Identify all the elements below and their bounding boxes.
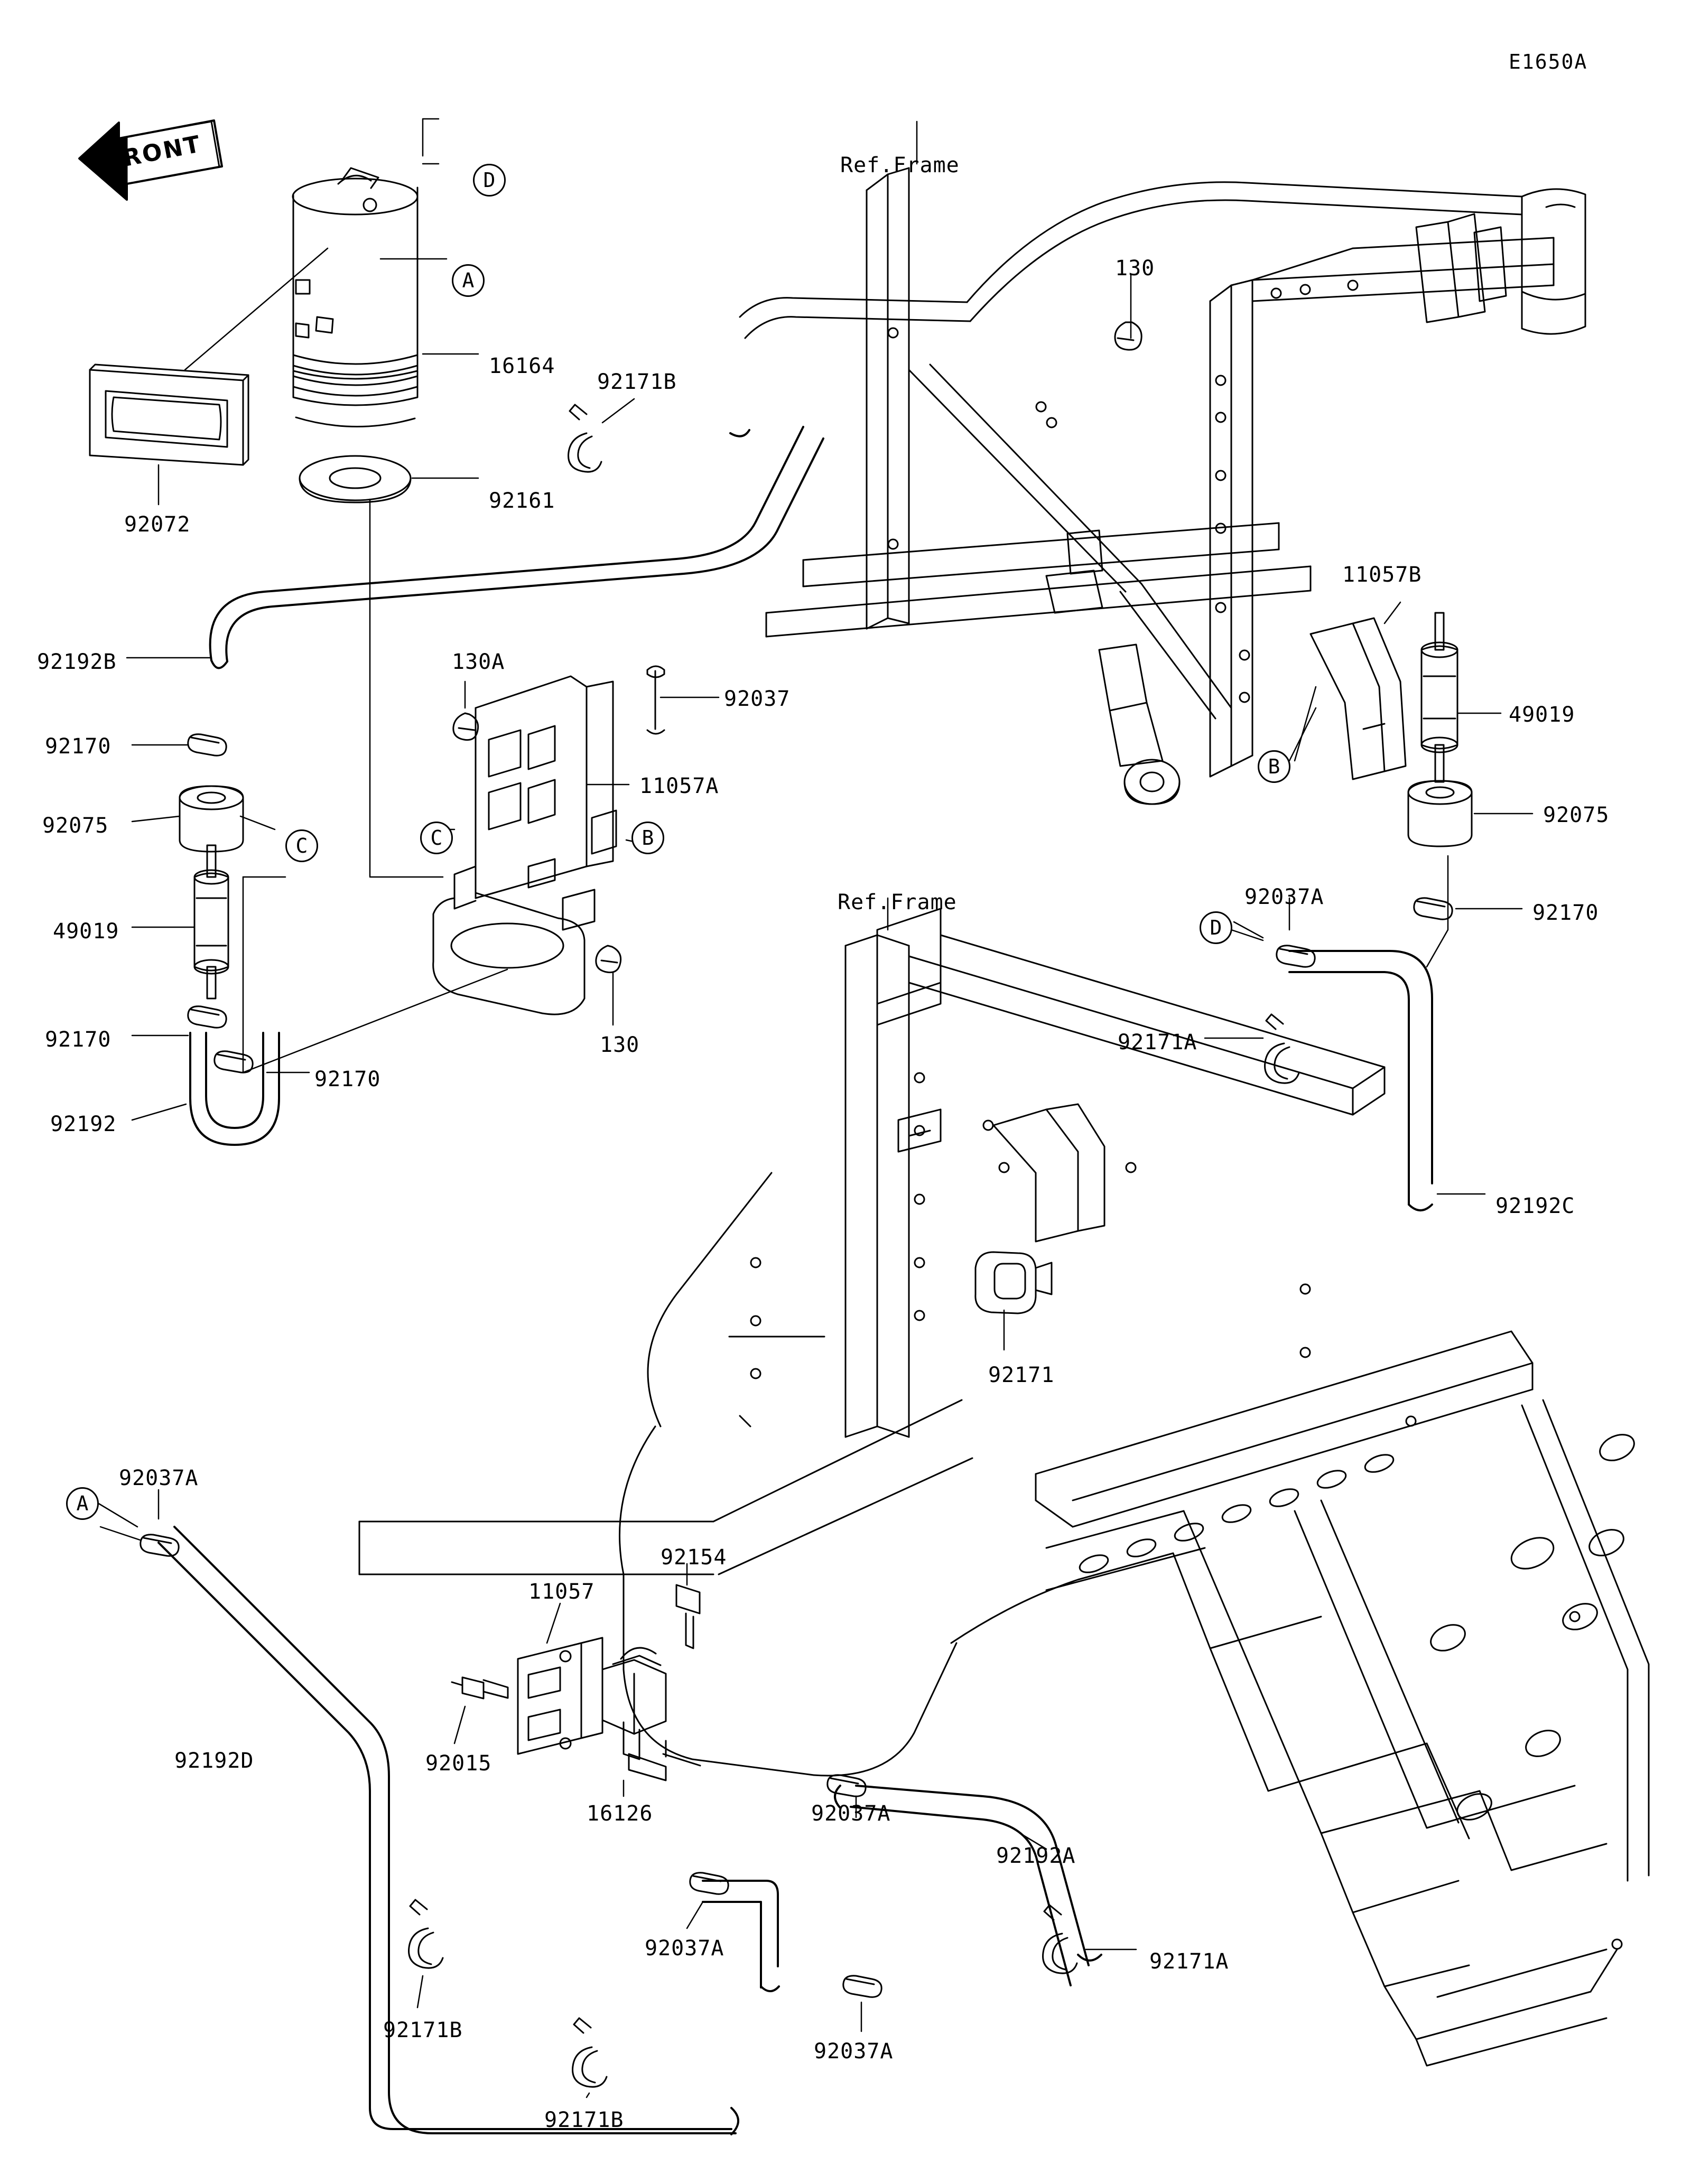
bracket-92072 — [90, 365, 248, 465]
clamp-92171b-bottom — [573, 2018, 607, 2087]
part-label-92037a-topleft: 92037A — [119, 1466, 199, 1490]
callout-b-mid: B — [631, 822, 664, 854]
part-label-92171a-mid: 92171A — [1118, 1030, 1197, 1054]
valve-16126 — [602, 1648, 700, 1780]
clamp-92171b-lower-left — [409, 1900, 443, 1968]
part-label-92171: 92171 — [988, 1363, 1055, 1387]
part-label-92170-a: 92170 — [45, 734, 112, 759]
hose-92192d — [159, 1527, 738, 2134]
part-label-49019-right: 49019 — [1509, 703, 1575, 727]
part-label-92161: 92161 — [489, 489, 555, 513]
fuel-filter-assembly-left — [180, 734, 279, 1145]
callout-d-right: D — [1200, 911, 1232, 944]
part-label-92037a-mid: 92037A — [811, 1802, 891, 1826]
clamp-92037a-bottom — [843, 1976, 881, 1997]
part-label-92037a-right: 92037A — [1244, 885, 1324, 909]
screw-92015 — [452, 1677, 508, 1698]
part-label-130-mid: 130 — [600, 1033, 640, 1057]
part-label-16126: 16126 — [587, 1802, 653, 1826]
part-label-92171b-lower: 92171B — [383, 2018, 463, 2042]
part-label-92192a: 92192A — [996, 1844, 1076, 1868]
part-label-92075-right: 92075 — [1543, 803, 1610, 827]
bolt-92154 — [676, 1585, 700, 1648]
ref-frame-lower-illustration — [359, 909, 1649, 2066]
part-label-92170-c: 92170 — [314, 1067, 381, 1091]
part-label-16164: 16164 — [489, 354, 555, 378]
callout-a-top: A — [452, 264, 485, 297]
part-label-92037a-bottom: 92037A — [814, 2039, 894, 2064]
part-label-92037a-lower: 92037A — [645, 1936, 724, 1961]
clamp-92171a-mid — [1265, 1014, 1299, 1083]
part-label-92192b: 92192B — [37, 650, 117, 674]
clamp-92037a-lower — [690, 1873, 728, 1894]
callout-d-top: D — [473, 164, 506, 197]
part-label-11057b: 11057B — [1342, 563, 1422, 587]
part-label-92171a-bottom: 92171A — [1149, 1949, 1229, 1974]
callout-a-bottom: A — [66, 1487, 99, 1520]
part-label-49019-left: 49019 — [53, 919, 119, 944]
hose-92192c — [1289, 951, 1432, 1210]
part-label-92192c: 92192C — [1495, 1194, 1575, 1218]
clamp-92171b-top — [569, 405, 601, 472]
part-label-92037: 92037 — [724, 687, 791, 711]
part-label-11057a: 11057A — [639, 774, 719, 798]
part-label-130a: 130A — [452, 650, 505, 674]
part-label-11057: 11057 — [528, 1580, 595, 1604]
part-label-92171b-top: 92171B — [597, 370, 677, 394]
part-label-130-top: 130 — [1115, 256, 1155, 281]
hose-92192b — [210, 427, 823, 668]
part-label-92192d: 92192D — [174, 1749, 254, 1773]
callout-b-right: B — [1258, 750, 1290, 783]
callout-c-mid: C — [420, 822, 453, 854]
callout-c-left: C — [285, 829, 318, 862]
canister-16164 — [293, 168, 417, 427]
part-label-92015: 92015 — [425, 1751, 492, 1776]
sheet-code: E1650A — [1509, 50, 1588, 73]
ref-frame-lower-label: Ref.Frame — [838, 890, 957, 914]
grommet-92161 — [300, 456, 411, 502]
front-arrow-label: FRONT — [104, 130, 204, 176]
part-label-92171b-bottom: 92171B — [544, 2108, 624, 2132]
ref-frame-upper-label: Ref.Frame — [840, 153, 960, 178]
bracket-11057-lower — [518, 1638, 602, 1754]
part-label-92192: 92192 — [50, 1112, 117, 1136]
ref-frame-upper-illustration — [740, 168, 1585, 804]
part-label-92075-left: 92075 — [42, 814, 109, 838]
clamp-92037a-right — [1277, 946, 1315, 967]
clamp-92171a-bottom-right — [1043, 1905, 1077, 1973]
part-label-92170-b: 92170 — [45, 1028, 112, 1052]
clamp-92037a-topleft — [141, 1535, 179, 1556]
part-label-92154: 92154 — [661, 1545, 727, 1570]
part-label-92170-right: 92170 — [1532, 901, 1599, 925]
part-label-92072: 92072 — [124, 512, 191, 537]
